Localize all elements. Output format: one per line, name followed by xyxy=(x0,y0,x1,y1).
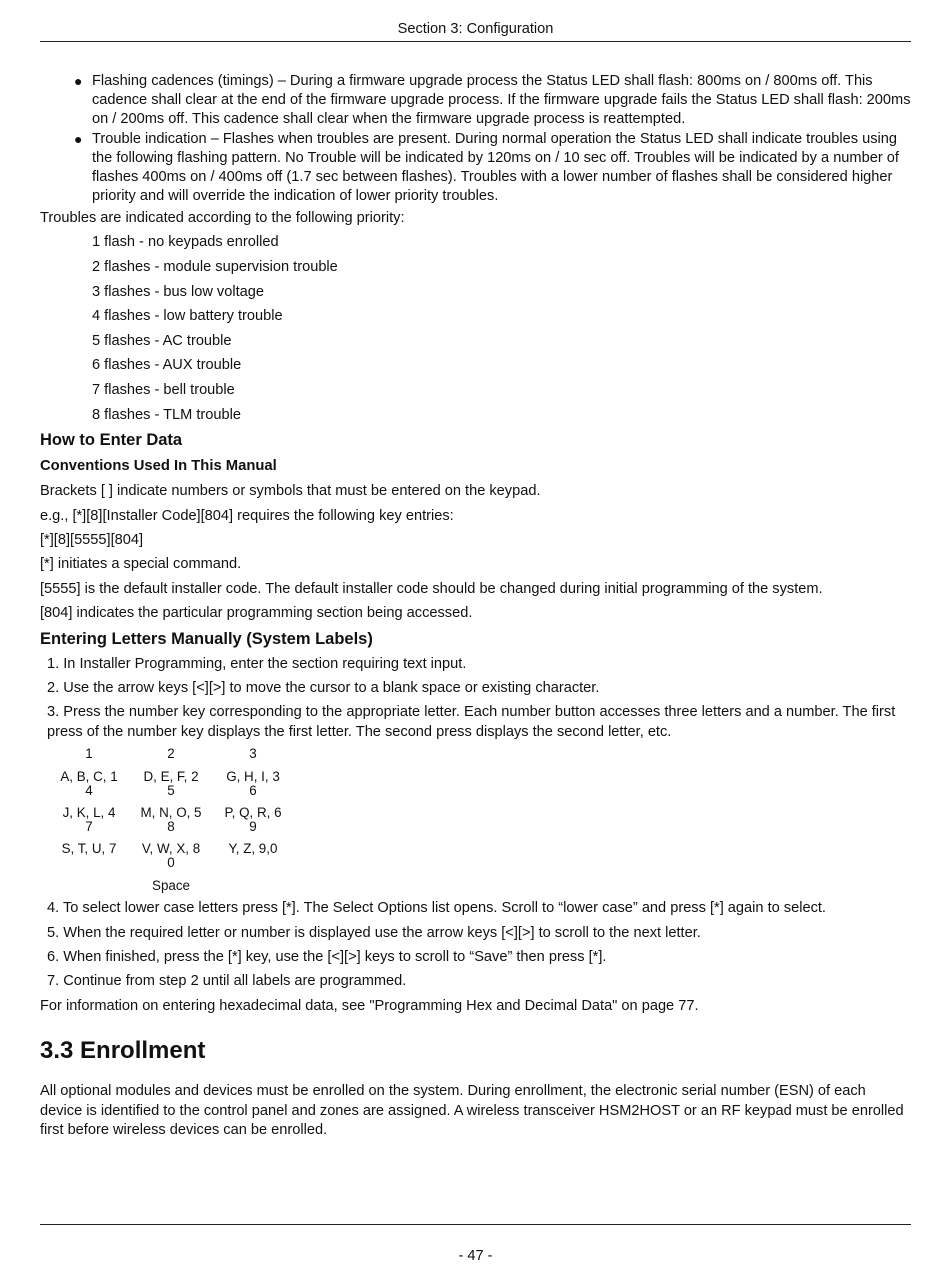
list-item: 5. When the required letter or number is displayed use the arrow keys [<][>] to scroll to the next letter. xyxy=(47,924,701,941)
table-header-cell: 3 xyxy=(249,746,257,762)
table-cell: 4 xyxy=(85,782,93,798)
page-header: Section 3: Configuration xyxy=(397,21,554,37)
list-item xyxy=(74,72,911,130)
paragraph: [*][8][5555][804] xyxy=(40,531,144,548)
list-item xyxy=(74,130,911,207)
table-cell: A, B, C, 1 xyxy=(60,769,118,785)
list-item: 4 flashes - low battery trouble xyxy=(92,308,283,325)
paragraph: [804] indicates the particular programming section being accessed. xyxy=(40,605,473,622)
bullet-icon: ● xyxy=(74,130,83,147)
bullet-icon: ● xyxy=(74,73,83,89)
header-rule xyxy=(40,41,911,42)
table-cell: P, Q, R, 6 xyxy=(224,805,282,821)
keypad-letter-table xyxy=(48,744,294,896)
paragraph: Brackets [ ] indicate numbers or symbols that must be entered on the keypad. xyxy=(40,483,541,500)
list-item: 6. When finished, press the [*] key, use the [<][>] keys to scroll to “Save” then press [*]. xyxy=(47,948,607,965)
table-header-cell: 1 xyxy=(85,746,93,762)
section-heading: Entering Letters Manually (System Labels) xyxy=(40,629,373,648)
table-cell xyxy=(48,856,130,879)
bullet-text: Flashing cadences (timings) – During a firmware upgrade process the Status LED shall flash: 800ms on / 800ms off. This cadence shall clear at the end of the firmware upgrade process. If the firmware upgrade fails the Status LED shall flash: 200ms on / 200ms off. This cadence shall clear when the firmware upgrade process is reattempted. xyxy=(92,73,911,128)
table-cell: Y, Z, 9,0 xyxy=(228,841,278,857)
table-cell: G, H, I, 3 xyxy=(226,769,280,785)
list-item: 4. To select lower case letters press [*]. The Select Options list opens. Scroll to “lower case” and press [*] again to select. xyxy=(47,900,826,917)
table-cell: D, E, F, 2 xyxy=(143,769,199,785)
steps-list-continued xyxy=(40,896,911,994)
table-cell: 5 xyxy=(167,782,175,798)
subsection-heading: Conventions Used In This Manual xyxy=(40,458,277,475)
table-cell: 7 xyxy=(85,818,93,834)
footer-rule xyxy=(40,1224,911,1225)
table-cell: S, T, U, 7 xyxy=(61,841,117,857)
list-item: 2. Use the arrow keys [<][>] to move the cursor to a blank space or existing character. xyxy=(47,680,600,697)
space-key-label: Space xyxy=(152,877,190,893)
paragraph: e.g., [*][8][Installer Code][804] requires the following key entries: xyxy=(40,507,454,524)
hex-data-note: For information on entering hexadecimal data, see "Programming Hex and Decimal Data" on page 77. xyxy=(40,997,699,1014)
led-bullet-list xyxy=(40,72,911,206)
list-item: 7. Continue from step 2 until all labels are programmed. xyxy=(47,973,407,990)
priority-list xyxy=(40,230,911,427)
list-item: 8 flashes - TLM trouble xyxy=(92,406,241,423)
list-item: 3. Press the number key corresponding to the appropriate letter. Each number button accesses three letters and a number. The first press of the number key displays the first letter. The second press displays the second letter, etc. xyxy=(47,704,896,740)
table-cell: 9 xyxy=(249,818,257,834)
list-item: 7 flashes - bell trouble xyxy=(92,381,235,398)
enrollment-heading: 3.3 Enrollment xyxy=(40,1037,206,1065)
enrollment-paragraph: All optional modules and devices must be enrolled on the system. During enrollment, the electronic serial number (ESN) of each device is identified to the control panel and zones are assigned. A wireless transceiver HSM2HOST or an RF keypad must be enrolled first before wireless devices can be enrolled. xyxy=(40,1083,904,1139)
table-header-cell: 2 xyxy=(167,746,175,762)
list-item: 2 flashes - module supervision trouble xyxy=(92,259,338,276)
page-number: - 47 - xyxy=(458,1248,493,1264)
paragraph: [*] initiates a special command. xyxy=(40,556,242,573)
page-content xyxy=(40,72,911,1141)
section-heading: How to Enter Data xyxy=(40,431,183,450)
list-item: 3 flashes - bus low voltage xyxy=(92,283,264,300)
table-cell: 0 xyxy=(167,854,175,870)
paragraph: [5555] is the default installer code. The default installer code should be changed during initial programming of the system. xyxy=(40,580,823,597)
list-item: 5 flashes - AC trouble xyxy=(92,332,232,349)
list-item: 1 flash - no keypads enrolled xyxy=(92,234,279,251)
table-cell: V, W, X, 8 xyxy=(141,841,201,857)
table-cell: M, N, O, 5 xyxy=(140,805,202,821)
table-cell: 6 xyxy=(249,782,257,798)
list-item: 6 flashes - AUX trouble xyxy=(92,357,242,374)
table-cell: J, K, L, 4 xyxy=(62,805,116,821)
steps-list xyxy=(40,652,911,745)
table-cell: 8 xyxy=(167,818,175,834)
list-item: 1. In Installer Programming, enter the section requiring text input. xyxy=(47,655,467,672)
bullet-text: Trouble indication – Flashes when troubles are present. During normal operation the Status LED shall indicate troubles using the following flashing pattern. No Trouble will be indicated by 120ms on / 10 sec off. Troubles will be indicated by a number of flashes 400ms on / 400ms off (1.7 sec between flashes). Troubles with a lower number of flashes shall be considered higher priority and will override the indication of lower priority troubles. xyxy=(92,130,899,205)
table-cell xyxy=(212,856,294,879)
priority-intro: Troubles are indicated according to the following priority: xyxy=(40,210,405,227)
